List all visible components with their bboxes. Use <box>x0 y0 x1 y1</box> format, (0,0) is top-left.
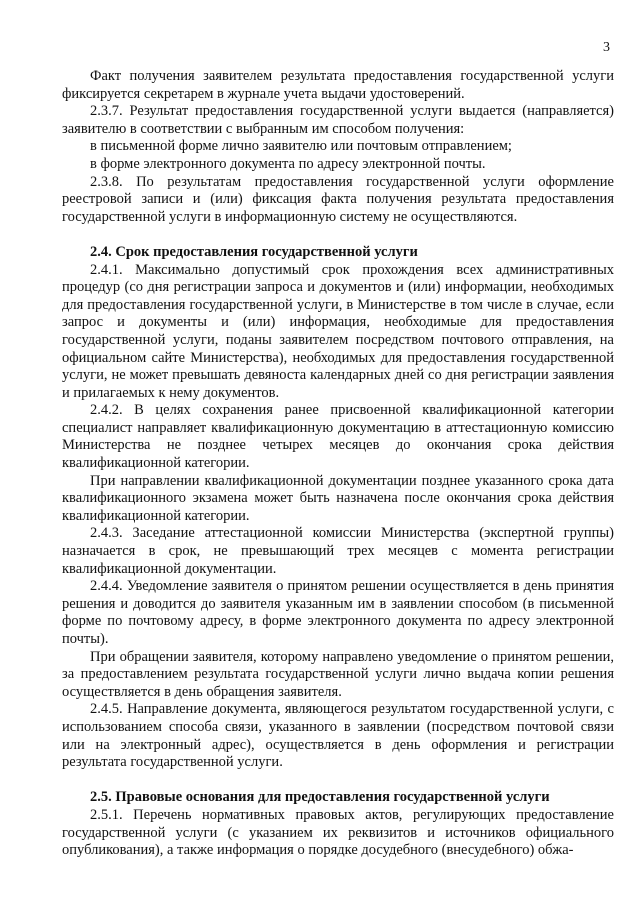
paragraph: 2.4.2. В целях сохранения ранее присвоенной квалификационной категории специалист направляет квалификационную документацию в аттестационную комиссию Министерства не позднее четырех месяцев до окончания срока действия квалификационной категории. <box>62 402 614 472</box>
section-spacer <box>62 226 614 244</box>
paragraph: При обращении заявителя, которому направлено уведомление о принятом решении, за предоставлением результата государственной услуги лично выдача копии решения осуществляется в день обращения заявителя. <box>62 648 614 700</box>
paragraph: в письменной форме лично заявителю или почтовым отправлением; <box>90 138 512 155</box>
paragraph: Факт получения заявителем результата предоставления государственной услуги фиксируется секретарем в журнале учета выдачи удостоверений. <box>62 68 614 102</box>
page-number: 3 <box>603 40 610 55</box>
paragraph: 2.4.5. Направление документа, являющегося результатом государственной услуги, с использованием способа связи, указанного в заявлении (посредством почтовой связи или на электронный адрес), осуществляется в день оформления и регистрации результата государственной услуги. <box>62 701 614 771</box>
paragraph: 2.3.8. По результатам предоставления государственной услуги оформление реестровой записи и (или) фиксация факта получения результата предоставления государственной услуги в информационную систему не осуществляются. <box>62 173 614 225</box>
section-heading: 2.5. Правовые основания для предоставления государственной услуги <box>90 789 550 806</box>
document-body <box>62 68 614 860</box>
paragraph: 2.4.4. Уведомление заявителя о принятом решении осуществляется в день принятия решения и доводится до заявителя указанным им в заявлении способом (в письменной форме по почтовому адресу, в форме электронного документа по адресу электронной почты). <box>62 578 614 647</box>
paragraph: 2.3.7. Результат предоставления государственной услуги выдается (направляется) заявителю в соответствии с выбранным им способом получения: <box>62 103 614 137</box>
paragraph: 2.5.1. Перечень нормативных правовых актов, регулирующих предоставление государственной услуги (с указанием их реквизитов и источников официального опубликования), а также информация о порядке досудебного (внесудебного) обжа- <box>62 806 614 859</box>
paragraph: 2.4.3. Заседание аттестационной комиссии Министерства (экспертной группы) назначается в срок, не превышающий трех месяцев с момента регистрации квалификационной документации. <box>62 525 614 577</box>
section-spacer <box>62 772 614 790</box>
paragraph: в форме электронного документа по адресу электронной почты. <box>90 155 486 172</box>
section-heading: 2.4. Срок предоставления государственной услуги <box>90 243 418 260</box>
paragraph: При направлении квалификационной документации позднее указанного срока дата квалификационного экзамена может быть назначена после окончания срока действия квалификационной категории. <box>62 472 614 524</box>
paragraph: 2.4.1. Максимально допустимый срок прохождения всех административных процедур (со дня регистрации запроса и документов и (или) информации, необходимых для предоставления государственной услуги, в Министерстве в том числе в случае, если запрос и документы и (или) информация, необходимые для предоставления государственной услуги, поданы заявителем посредством почтового отправления, на официальном сайте Министерства), необходимых для предоставления государственной услуги, не может превышать девяноста календарных дней со дня регистрации заявления и прилагаемых к нему документов. <box>62 261 614 401</box>
